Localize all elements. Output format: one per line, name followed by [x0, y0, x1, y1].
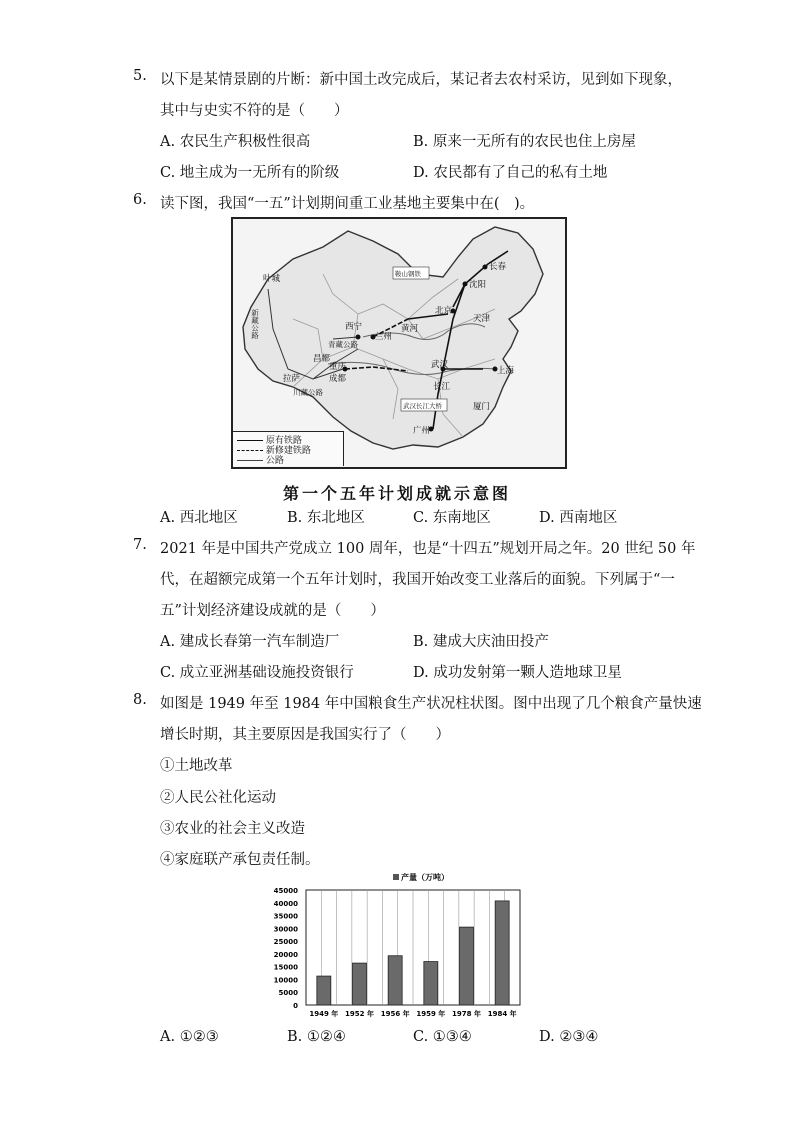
svg-text:武汉长江大桥: 武汉长江大桥	[403, 402, 442, 410]
question-8-stem-line1: 如图是 1949 年至 1984 年中国粮食生产状况柱状图。图中出现了几个粮食产量快速	[160, 696, 702, 712]
question-7-option-a[interactable]: A. 建成长春第一汽车制造厂	[160, 634, 340, 650]
question-8-number: 8.	[133, 692, 147, 708]
question-8-item-1: ①土地改革	[160, 758, 233, 774]
svg-text:黄河: 黄河	[401, 324, 419, 334]
question-7-option-c[interactable]: C. 成立亚洲基础设施投资银行	[160, 665, 354, 681]
legend-existing-railway: 原有铁路	[265, 436, 302, 446]
question-7-option-b[interactable]: B. 建成大庆油田投产	[413, 634, 549, 650]
svg-text:兰州: 兰州	[375, 332, 393, 342]
map-legend	[233, 431, 344, 466]
bar-1	[353, 963, 367, 1005]
question-7-stem-line3: 五”计划经济建设成就的是（ ）	[160, 603, 385, 619]
svg-text:成都: 成都	[329, 374, 347, 384]
x-tick-label: 1984 年	[487, 1010, 517, 1018]
svg-text:厦门: 厦门	[473, 402, 491, 412]
question-7-option-d[interactable]: D. 成功发射第一颗人造地球卫星	[413, 665, 622, 681]
question-5-option-c[interactable]: C. 地主成为一无所有的阶级	[160, 165, 340, 181]
grain-production-chart	[260, 870, 530, 1025]
question-8-stem-line2: 增长时期，其主要原因是我国实行了（ ）	[160, 727, 450, 743]
question-6-option-d[interactable]: D. 西南地区	[539, 510, 618, 526]
x-tick-label: 1952 年	[345, 1010, 374, 1018]
question-5-stem-line2: 其中与史实不符的是（ ）	[160, 103, 349, 119]
question-6-stem: 读下图，我国“一五”计划期间重工业基地主要集中在( )。	[160, 196, 535, 212]
svg-text:叶城: 叶城	[263, 274, 281, 284]
svg-text:武汉: 武汉	[431, 360, 449, 370]
svg-text:鞍山钢铁: 鞍山钢铁	[395, 270, 421, 278]
y-tick-label: 15000	[273, 963, 298, 972]
question-8-item-4: ④家庭联产承包责任制。	[160, 852, 320, 868]
svg-text:川藏公路: 川藏公路	[293, 388, 323, 397]
svg-text:长春: 长春	[489, 262, 507, 272]
bar-3	[424, 962, 438, 1005]
svg-text:西宁: 西宁	[345, 322, 363, 332]
bar-5	[495, 901, 509, 1005]
question-5-number: 5.	[133, 68, 147, 84]
svg-text:昌都: 昌都	[313, 354, 331, 364]
question-5-stem-line1: 以下是某情景剧的片断：新中国土改完成后，某记者去农村采访，见到如下现象，	[160, 72, 682, 88]
y-tick-label: 20000	[273, 950, 298, 959]
question-6-option-b[interactable]: B. 东北地区	[287, 510, 365, 526]
y-tick-label: 10000	[273, 976, 298, 985]
svg-text:新藏公路: 新藏公路	[250, 309, 260, 339]
question-6-option-a[interactable]: A. 西北地区	[160, 510, 238, 526]
question-6-number: 6.	[133, 192, 147, 208]
svg-text:上海: 上海	[497, 366, 515, 376]
svg-text:长江: 长江	[433, 382, 451, 392]
svg-text:沈阳: 沈阳	[469, 280, 487, 290]
question-5-option-b[interactable]: B. 原来一无所有的农民也住上房屋	[413, 134, 636, 150]
x-tick-label: 1978 年	[452, 1010, 481, 1018]
question-8-item-3: ③农业的社会主义改造	[160, 821, 305, 837]
question-8-option-b[interactable]: B. ①②④	[287, 1029, 346, 1045]
question-5-option-d[interactable]: D. 农民都有了自己的私有土地	[413, 165, 608, 181]
question-6-option-c[interactable]: C. 东南地区	[413, 510, 491, 526]
bar-4	[460, 927, 474, 1005]
y-tick-label: 35000	[273, 912, 298, 921]
question-7-stem-line1: 2021 年是中国共产党成立 100 周年，也是“十四五”规划开局之年。20 世纪 50 年	[160, 541, 696, 557]
question-7-stem-line2: 代，在超额完成第一个五年计划时，我国开始改变工业落后的面貌。下列属于“一	[160, 572, 675, 588]
x-tick-label: 1949 年	[309, 1010, 339, 1018]
svg-text:广州: 广州	[413, 426, 431, 436]
svg-text:重庆: 重庆	[329, 362, 347, 372]
y-tick-label: 30000	[273, 925, 298, 934]
y-tick-label: 5000	[278, 989, 298, 998]
legend-label: 产量（万吨）	[401, 873, 449, 882]
grain-chart-svg	[260, 870, 530, 1025]
china-map-graphic	[233, 219, 565, 467]
y-tick-label: 45000	[273, 887, 298, 895]
svg-text:拉萨: 拉萨	[283, 374, 301, 384]
legend-swatch	[393, 874, 399, 880]
question-8-option-d[interactable]: D. ②③④	[539, 1029, 599, 1045]
bar-2	[388, 956, 402, 1005]
x-tick-label: 1959 年	[416, 1010, 446, 1018]
question-5-option-a[interactable]: A. 农民生产积极性很高	[160, 134, 311, 150]
question-8-option-c[interactable]: C. ①③④	[413, 1029, 472, 1045]
svg-text:北京: 北京	[435, 306, 453, 316]
question-8-item-2: ②人民公社化运动	[160, 790, 276, 806]
legend-new-railway: 新修建铁路	[265, 446, 311, 456]
legend-highway: 公路	[265, 456, 284, 466]
first-five-year-plan-map	[231, 217, 567, 469]
question-7-number: 7.	[133, 537, 147, 553]
map-title: 第一个五年计划成就示意图	[282, 484, 511, 503]
bar-0	[317, 976, 331, 1005]
y-tick-label: 0	[293, 1002, 298, 1010]
question-8-option-a[interactable]: A. ①②③	[160, 1029, 219, 1045]
x-tick-label: 1956 年	[380, 1010, 410, 1018]
svg-text:天津: 天津	[473, 314, 491, 324]
svg-text:青藏公路: 青藏公路	[328, 340, 358, 349]
y-tick-label: 25000	[273, 938, 298, 947]
y-tick-label: 40000	[273, 899, 298, 908]
